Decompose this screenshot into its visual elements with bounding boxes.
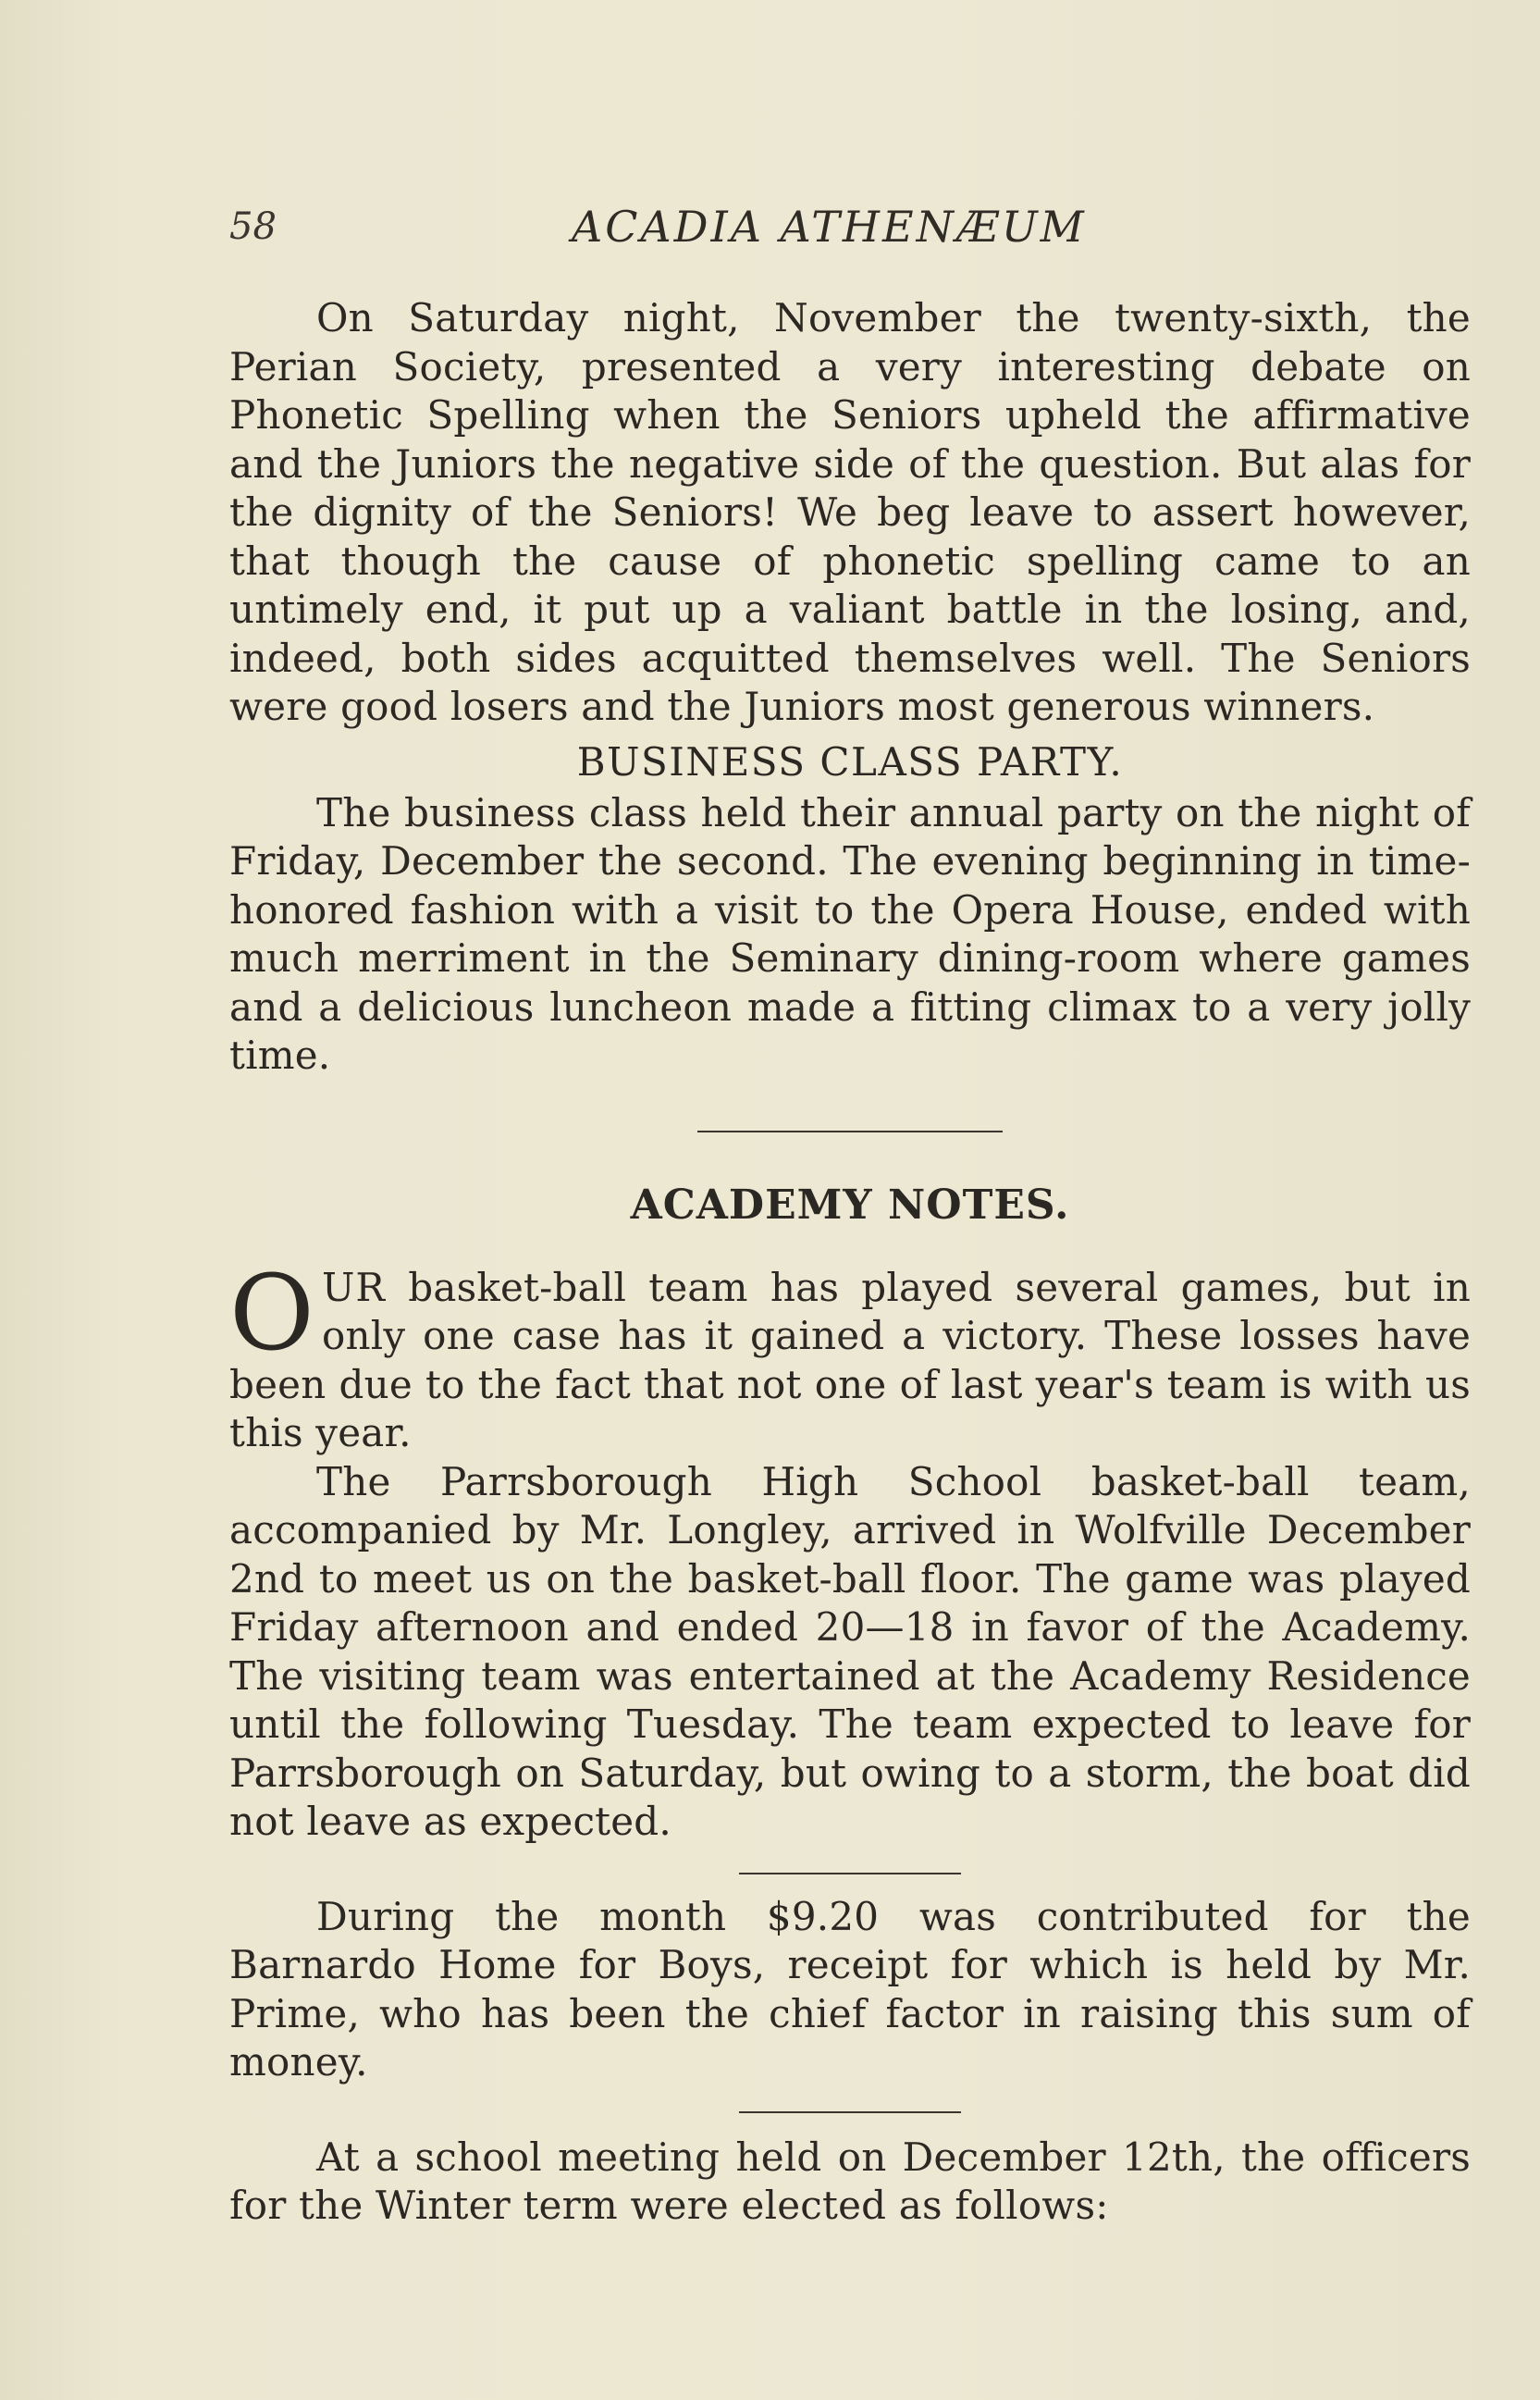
journal-title: ACADIA ATHENÆUM: [572, 202, 1087, 252]
running-head: [229, 196, 1154, 261]
divider-rule: [739, 2111, 961, 2113]
school-meeting-paragraph: At a school meeting held on December 12th, the officers for the Winter term were elected as follows:: [229, 2134, 1471, 2228]
text-column: [229, 294, 1471, 2231]
perian-society-paragraph: On Saturday night, November the twenty-sixth, the Perian Society, presented a very interesting debate on Phonetic Spelling when the Seniors upheld the affirmative and the Juniors the negative side of the question. But alas for the dignity of the Seniors! We beg leave to assert however, that though the cause of phonetic spelling came to an untimely end, it put up a valiant battle in the losing, and, indeed, both sides acquitted themselves well. The Seniors were good losers and the Juniors most generous winners.: [229, 295, 1471, 729]
business-class-paragraph: The business class held their annual party on the night of Friday, December the second. The evening beginning in time-honored fashion with a visit to the Opera House, ended with much merriment in the Seminary dining-room where games and a delicious luncheon made a fitting climax to a very jolly time.: [229, 789, 1471, 1078]
parrsborough-game-paragraph: The Parrsborough High School basket-ball team, accompanied by Mr. Longley, arrived in Wolfville December 2nd to meet us on the basket-ball floor. The game was played Friday afternoon and ended 20—18 in favor of the Academy. The visiting team was entertained at the Academy Residence until the following Tuesday. The team expected to leave for Parrsborough on Saturday, but owing to a storm, the boat did not leave as expected.: [229, 1458, 1471, 1844]
first-word-rest: UR: [322, 1264, 387, 1310]
business-class-party-heading: BUSINESS CLASS PARTY.: [576, 738, 1124, 785]
page-number: 58: [229, 205, 277, 248]
basketball-paragraph-text: basket-ball team has played several games, but in only one case has it gained a victory. These losses have been due to the fact that not one of last year's team is with us this year.: [229, 1264, 1471, 1455]
divider-rule: [739, 1873, 961, 1874]
academy-notes-heading: ACADEMY NOTES.: [630, 1181, 1070, 1229]
barnardo-home-paragraph: During the month $9.20 was contributed for the Barnardo Home for Boys, receipt for which is held by Mr. Prime, who has been the chief factor in raising this sum of money.: [229, 1893, 1471, 2085]
basketball-team-paragraph: [229, 1264, 1471, 1458]
section-divider: [697, 1131, 1003, 1132]
drop-cap-letter: O: [229, 1263, 315, 1374]
